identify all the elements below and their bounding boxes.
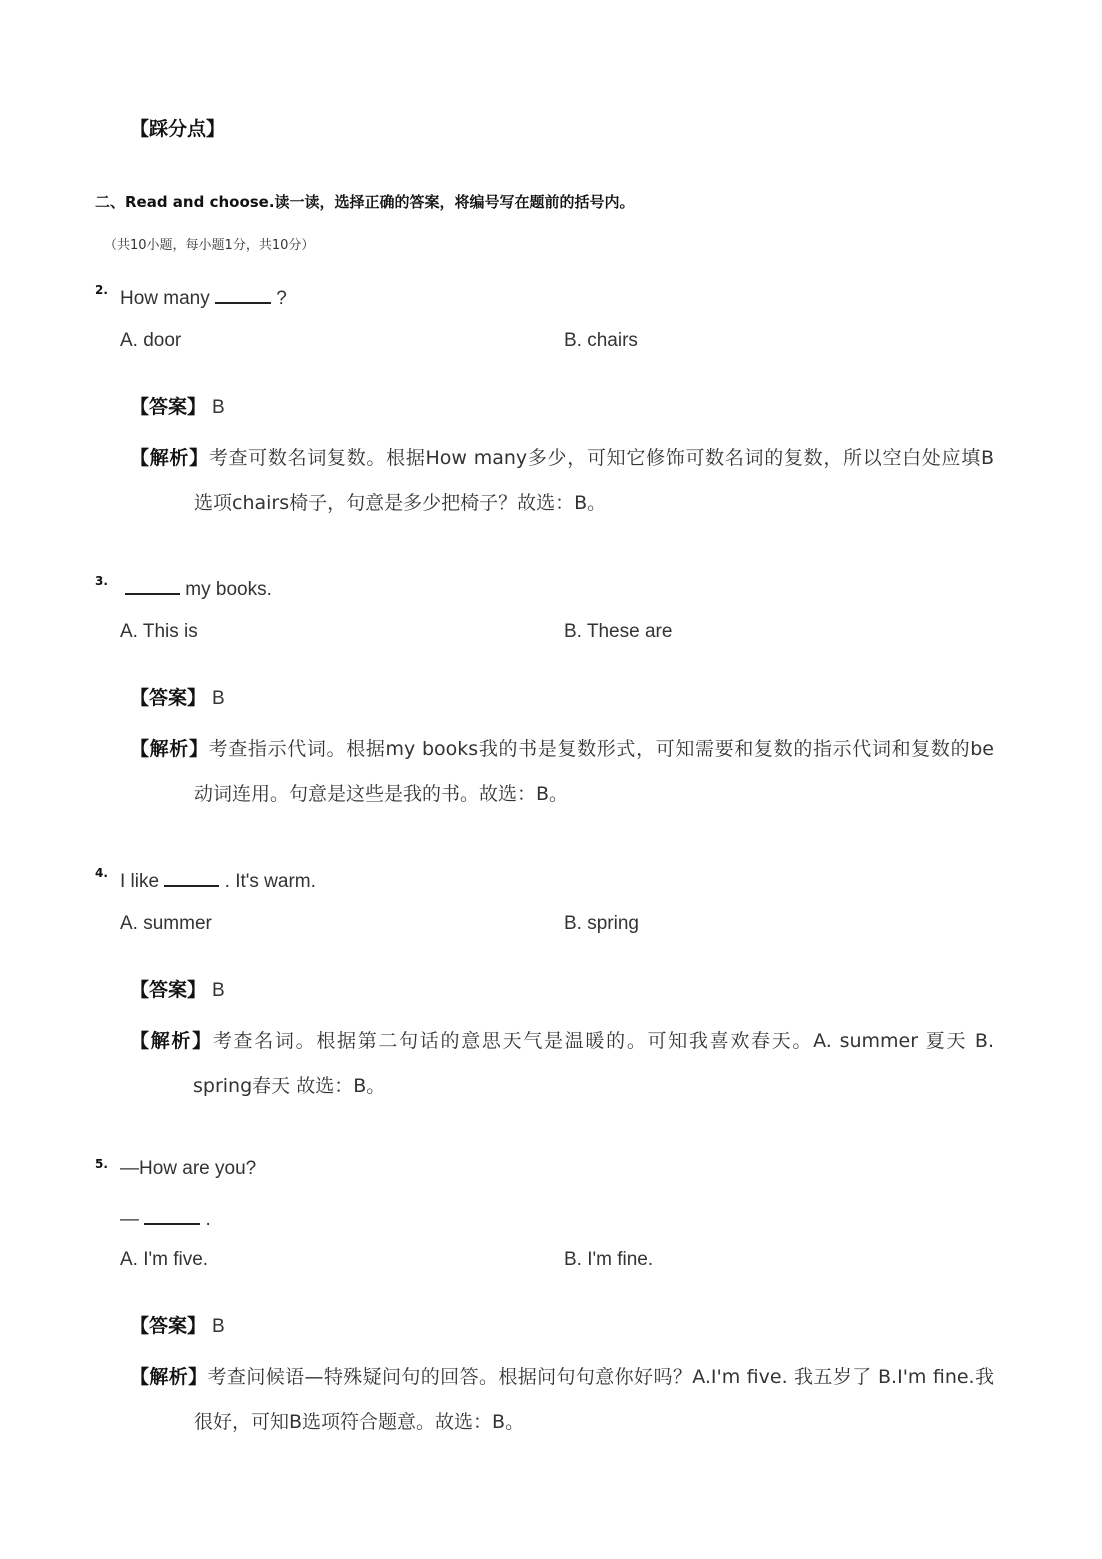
answer-label: 【答案】 xyxy=(130,1315,207,1337)
option-a: A. This is xyxy=(120,621,198,642)
question-number: 2. xyxy=(95,283,108,297)
analysis-line-2: 很好，可知B选项符合题意。故选：B。 xyxy=(194,1411,525,1433)
option-a: A. summer xyxy=(120,913,212,934)
option-b: B. chairs xyxy=(564,330,638,351)
score-point-heading: 【踩分点】 xyxy=(130,118,226,140)
option-a: A. door xyxy=(120,330,182,351)
analysis-label: 【解析】 xyxy=(130,738,209,760)
answer-blank xyxy=(164,867,219,887)
answer-value: B xyxy=(212,688,225,709)
question-stem-before: How many xyxy=(120,288,216,309)
question-number: 3. xyxy=(95,574,108,588)
answer-row xyxy=(130,1311,225,1338)
question-stem-after: ? xyxy=(271,288,287,309)
analysis-block xyxy=(130,436,994,526)
analysis-line-2: 动词连用。句意是这些是我的书。故选：B。 xyxy=(194,783,569,805)
answer-blank xyxy=(215,284,271,304)
section-title: 二、Read and choose.读一读，选择正确的答案，将编号写在题前的括号内。 xyxy=(95,193,635,211)
question-text xyxy=(125,575,272,601)
answer-value: B xyxy=(212,397,225,418)
reply-line xyxy=(120,1205,211,1231)
answer-row xyxy=(130,683,225,710)
option-a: A. I'm five. xyxy=(120,1249,209,1270)
analysis-line-2: 选项chairs椅子，句意是多少把椅子？故选：B。 xyxy=(194,492,607,514)
answer-row xyxy=(130,392,225,419)
answer-label: 【答案】 xyxy=(130,396,207,418)
answer-row xyxy=(130,975,225,1002)
answer-blank xyxy=(144,1205,200,1225)
reply-after: . xyxy=(200,1209,211,1230)
analysis-line-2: spring春天 故选：B。 xyxy=(193,1075,386,1097)
analysis-block xyxy=(130,1355,994,1445)
question-stem-after: my books. xyxy=(180,579,272,600)
analysis-line-1: 考查可数名词复数。根据How many多少，可知它修饰可数名词的复数，所以空白处应填B xyxy=(208,447,994,469)
analysis-block xyxy=(130,727,994,817)
question-text xyxy=(120,867,316,893)
option-b: B. I'm fine. xyxy=(564,1249,654,1270)
analysis-line-1: 考查指示代词。根据my books我的书是复数形式，可知需要和复数的指示代词和复数的be xyxy=(208,738,994,760)
question-text: —How are you? xyxy=(120,1158,257,1179)
question-text xyxy=(120,284,287,310)
question-number: 4. xyxy=(95,866,108,880)
answer-blank xyxy=(125,575,180,595)
analysis-label: 【解析】 xyxy=(130,1030,213,1052)
question-stem-before: I like xyxy=(120,871,165,892)
answer-label: 【答案】 xyxy=(130,979,207,1001)
question-number: 5. xyxy=(95,1157,108,1171)
analysis-label: 【解析】 xyxy=(130,1366,208,1388)
answer-value: B xyxy=(212,980,225,1001)
analysis-line-1: 考查名词。根据第二句话的意思天气是温暖的。可知我喜欢春天。A. summer 夏天 B. xyxy=(212,1030,994,1052)
analysis-block xyxy=(130,1019,994,1109)
question-stem-after: . It's warm. xyxy=(219,871,316,892)
option-b: B. spring xyxy=(564,913,639,934)
answer-label: 【答案】 xyxy=(130,687,207,709)
section-note: （共10小题，每小题1分，共10分） xyxy=(104,238,315,253)
analysis-label: 【解析】 xyxy=(130,447,209,469)
option-b: B. These are xyxy=(564,621,673,642)
analysis-line-1: 考查问候语—特殊疑问句的回答。根据问句句意你好吗？A.I'm five. 我五岁了 B.I'm fine.我 xyxy=(207,1366,994,1388)
answer-value: B xyxy=(212,1316,225,1337)
reply-prefix: — xyxy=(120,1209,145,1230)
